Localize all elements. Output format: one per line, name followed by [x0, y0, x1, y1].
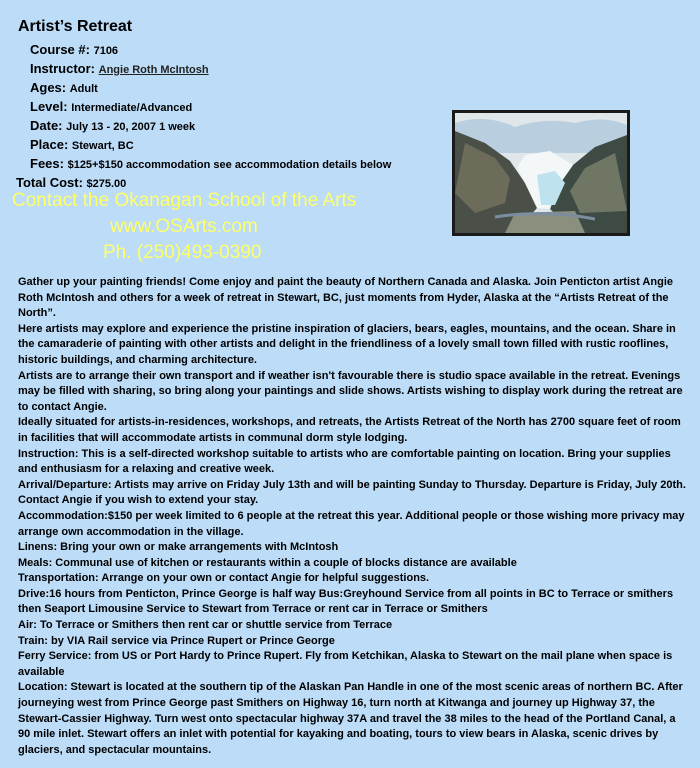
contact-phone-text: Ph. (250)493-0390	[103, 242, 262, 263]
contact-website-text: www.OSArts.com	[110, 216, 258, 237]
paragraph-accommodation: Accommodation:$150 per week limited to 6 people at the retreat this year. Additional people or those wishing more privacy may arrange own accommodation in the village.	[18, 509, 685, 538]
page-title: Artist’s Retreat	[18, 18, 133, 35]
paragraph-arrival: Arrival/Departure: Artists may arrive on Friday July 13th and will be painting Sunday to Thursday. Departure is Friday, July 20th. Contact Angie if you wish to extend your stay.	[18, 478, 686, 507]
field-label: Instructor:	[30, 61, 99, 76]
field-value: July 13 - 20, 2007 1 week	[66, 121, 196, 133]
fees-row	[30, 154, 391, 173]
paragraph-meals: Meals: Communal use of kitchen or restaurants within a couple of blocks distance are available	[18, 556, 517, 569]
paragraph-facilities: Ideally situated for artists-in-residences, workshops, and retreats, the Artists Retreat of the North has 2700 square feet of room in facilities that will accommodate artists in communal dorm style lodging.	[18, 416, 681, 444]
paragraph-instruction: Instruction: This is a self-directed workshop suitable to artists who are comfortable painting on location. Bring your supplies and enthusiasm for a relaxing and creative week.	[18, 447, 671, 476]
course-details	[16, 40, 392, 192]
field-value: Stewart, BC	[71, 140, 134, 152]
field-label: Level:	[30, 99, 72, 114]
glacier-painting-image	[452, 110, 630, 236]
paragraph-explore: Here artists may explore and experience the pristine inspiration of glaciers, bears, eagles, mountains, and the ocean. Share in the camaraderie of painting with other artists and delight in the friendliness of a lovely small town filled with rustic rooflines, historic buildings, and charming architecture.	[18, 322, 676, 366]
field-value: Intermediate/Advanced	[71, 102, 193, 114]
paragraph-air: Air: To Terrace or Smithers then rent car or shuttle service from Terrace	[18, 619, 393, 632]
paragraph-linens: Linens: Bring your own or make arrangements with McIntosh	[18, 541, 339, 554]
paragraph-transportation: Transportation: Arrange on your own or contact Angie for helpful suggestions.	[18, 572, 430, 585]
place-row	[30, 135, 391, 154]
ages-row	[30, 78, 391, 97]
paragraph-transport: Artists are to arrange their own transport and if weather isn't favourable there is studio space available in the retreat. Evenings may be filled with sharing, so bring along your paintings and slide shows. Artists wishing to display work during the retreat are to contact Angie.	[18, 369, 683, 413]
field-label: Date:	[30, 118, 67, 133]
paragraph-location: Location: Stewart is located at the southern tip of the Alaskan Pan Handle in one of the most scenic areas of northern BC. After journeying west from Prince George past Smithers on Highway 16, turn north at Kitwanga and journey up Highway 37, the Stewart-Cassier Highway. Turn west onto spectacular highway 37A and travel the 38 miles to the head of the Portland Canal, a 90 mile inlet. Stewart offers an inlet with potential for kayaking and boating, tours to view bears in Alaska, scenic drives by glaciers, and spectacular mountains.	[18, 681, 683, 756]
paragraph-intro: Gather up your painting friends! Come enjoy and paint the beauty of Northern Canada and Alaska. Join Penticton artist Angie Roth McIntosh and others for a week of retreat in Stewart, BC, just moments from Hyder, Alaska at the “Artists Retreat of the North”.	[18, 276, 673, 320]
field-value: Adult	[69, 83, 98, 95]
field-value: $125+$150 accommodation see accommodation details below	[67, 159, 392, 171]
date-row	[30, 116, 391, 135]
paragraph-drive: Drive:16 hours from Penticton, Prince George is half way Bus:Greyhound Service from all points in BC to Terrace or smithers then Seaport Limousine Service to Stewart from Terrace or rent car in Terrace or Smithers	[18, 587, 674, 616]
field-label: Course #:	[30, 42, 94, 57]
instructor-link[interactable]: Angie Roth McIntosh	[98, 64, 209, 76]
instructor-row	[30, 59, 391, 78]
glacier-painting-icon	[455, 113, 627, 233]
field-label: Total Cost:	[16, 175, 87, 190]
course-number-row	[30, 40, 391, 59]
description-text	[18, 275, 690, 758]
field-label: Place:	[30, 137, 72, 152]
field-label: Ages:	[30, 80, 70, 95]
field-label: Fees:	[30, 156, 68, 171]
level-row	[30, 97, 391, 116]
field-value: $275.00	[86, 178, 127, 190]
paragraph-ferry: Ferry Service: from US or Port Hardy to Prince Rupert. Fly from Ketchikan, Alaska to Stewart on the mail plane when space is available	[18, 650, 673, 678]
paragraph-train: Train: by VIA Rail service via Prince Rupert or Prince George	[18, 634, 335, 647]
contact-school-text: Contact the Okanagan School of the Arts	[12, 190, 357, 211]
field-value: 7106	[93, 45, 119, 57]
